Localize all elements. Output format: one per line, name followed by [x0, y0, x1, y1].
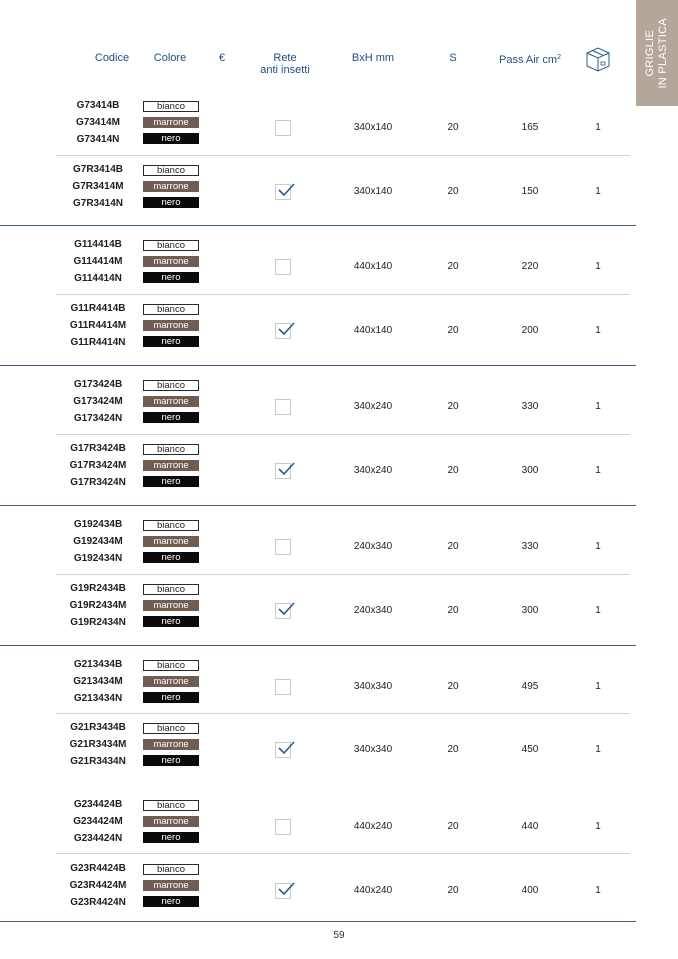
color-swatches	[143, 800, 199, 848]
header-s: S	[449, 52, 457, 64]
swatch-marrone: marrone	[143, 396, 199, 407]
insect-net-checked	[275, 184, 291, 200]
table-row	[0, 236, 630, 300]
swatch-nero: nero	[143, 832, 199, 843]
color-swatches	[143, 864, 199, 912]
product-code: G19R2434B	[70, 583, 126, 594]
s-value: 20	[447, 885, 459, 896]
table-row	[0, 580, 630, 644]
pass-air-value: 440	[521, 821, 539, 832]
section-tab-label	[644, 18, 670, 89]
dimension-value: 340x140	[353, 186, 393, 197]
header-bxh: BxH mm	[351, 52, 395, 64]
row-divider	[56, 155, 630, 156]
swatch-nero: nero	[143, 616, 199, 627]
pass-air-value: 330	[521, 541, 539, 552]
product-codes	[56, 440, 140, 491]
box-icon	[584, 45, 612, 73]
s-value: 20	[447, 605, 459, 616]
product-codes	[56, 161, 140, 212]
package-qty-value: 1	[595, 465, 601, 476]
swatch-marrone: marrone	[143, 460, 199, 471]
table-row	[0, 860, 630, 924]
row-divider	[56, 574, 630, 575]
dimension-value: 340x240	[353, 465, 393, 476]
table-row	[0, 719, 630, 783]
product-code: G23R4424M	[69, 880, 127, 891]
product-code: G73414M	[76, 117, 120, 128]
s-value: 20	[447, 821, 459, 832]
swatch-marrone: marrone	[143, 256, 199, 267]
insect-net-checked	[275, 742, 291, 758]
swatch-marrone: marrone	[143, 320, 199, 331]
s-value: 20	[447, 541, 459, 552]
product-code: G23R4424B	[70, 863, 126, 874]
checkmark-icon	[276, 181, 296, 199]
insect-net-empty	[275, 679, 291, 695]
table-row	[0, 796, 630, 860]
package-qty-value: 1	[595, 401, 601, 412]
header-pass-air-label: Pass Air cm	[499, 54, 558, 66]
swatch-bianco: bianco	[143, 800, 199, 811]
table-row	[0, 300, 630, 364]
swatch-nero: nero	[143, 412, 199, 423]
dimension-value: 440x240	[353, 885, 393, 896]
product-codes	[56, 860, 140, 911]
pass-air-value: 400	[521, 885, 539, 896]
checkmark-icon	[276, 739, 296, 757]
checkmark-icon	[276, 460, 296, 478]
swatch-marrone: marrone	[143, 536, 199, 547]
row-divider	[56, 434, 630, 435]
page-number: 59	[333, 930, 345, 941]
pass-air-value: 495	[521, 681, 539, 692]
insect-net-empty	[275, 539, 291, 555]
product-code: G114414N	[74, 273, 122, 284]
swatch-marrone: marrone	[143, 117, 199, 128]
product-code: G21R3434B	[70, 722, 126, 733]
product-codes	[56, 300, 140, 351]
pass-air-value: 300	[521, 605, 539, 616]
swatch-marrone: marrone	[143, 739, 199, 750]
package-qty-value: 1	[595, 261, 601, 272]
color-swatches	[143, 444, 199, 492]
dimension-value: 340x140	[353, 122, 393, 133]
product-code: G234424N	[73, 833, 123, 844]
product-code: G173424B	[73, 379, 123, 390]
product-code: G7R3414B	[72, 164, 124, 175]
table-row	[0, 516, 630, 580]
insect-net-checked	[275, 883, 291, 899]
swatch-bianco: bianco	[143, 520, 199, 531]
product-code: G192434N	[73, 553, 123, 564]
swatch-nero: nero	[143, 272, 199, 283]
product-code: G7R3414M	[72, 181, 124, 192]
s-value: 20	[447, 325, 459, 336]
product-codes	[56, 719, 140, 770]
package-qty-value: 1	[595, 605, 601, 616]
package-qty-value: 1	[595, 744, 601, 755]
swatch-nero: nero	[143, 197, 199, 208]
section-tab-line2: IN PLASTICA	[657, 17, 669, 89]
product-codes	[56, 97, 140, 148]
dimension-value: 340x340	[353, 681, 393, 692]
package-qty-value: 1	[595, 325, 601, 336]
dimension-value: 340x240	[353, 401, 393, 412]
group-divider	[0, 505, 636, 506]
color-swatches	[143, 723, 199, 771]
section-tab-line1: GRIGLIE	[644, 29, 656, 77]
insect-net-checked	[275, 463, 291, 479]
table-row	[0, 656, 630, 720]
s-value: 20	[447, 186, 459, 197]
pass-air-value: 165	[521, 122, 539, 133]
group-divider	[0, 921, 636, 922]
color-swatches	[143, 584, 199, 632]
product-code: G17R3424M	[69, 460, 127, 471]
product-code: G73414B	[76, 100, 120, 111]
product-code: G17R3424B	[70, 443, 126, 454]
swatch-nero: nero	[143, 755, 199, 766]
product-code: G21R3434M	[69, 739, 127, 750]
swatch-marrone: marrone	[143, 880, 199, 891]
row-divider	[56, 713, 630, 714]
s-value: 20	[447, 401, 459, 412]
swatch-marrone: marrone	[143, 676, 199, 687]
row-divider	[56, 853, 630, 854]
group-divider	[0, 645, 636, 646]
group-divider	[0, 365, 636, 366]
product-code: G173424N	[73, 413, 123, 424]
color-swatches	[143, 101, 199, 149]
table-row	[0, 376, 630, 440]
product-code: G19R2434N	[70, 617, 126, 628]
product-code: G73414N	[76, 134, 120, 145]
product-code: G19R2434M	[69, 600, 127, 611]
swatch-bianco: bianco	[143, 444, 199, 455]
table-row	[0, 161, 630, 225]
package-qty-value: 1	[595, 885, 601, 896]
header-colore: Colore	[153, 52, 187, 64]
product-codes	[56, 516, 140, 567]
swatch-nero: nero	[143, 133, 199, 144]
table-row	[0, 97, 630, 161]
product-code: G11R4414N	[70, 337, 126, 348]
color-swatches	[143, 240, 199, 288]
product-code: G114414M	[73, 256, 123, 267]
swatch-nero: nero	[143, 336, 199, 347]
swatch-marrone: marrone	[143, 181, 199, 192]
swatch-nero: nero	[143, 692, 199, 703]
package-qty-value: 1	[595, 541, 601, 552]
product-code: G17R3424N	[70, 477, 126, 488]
dimension-value: 240x340	[353, 541, 393, 552]
package-qty-value: 1	[595, 186, 601, 197]
table-row	[0, 440, 630, 504]
product-code: G192434B	[73, 519, 123, 530]
product-codes	[56, 376, 140, 427]
pass-air-value: 220	[521, 261, 539, 272]
product-code: G173424M	[73, 396, 123, 407]
insect-net-empty	[275, 120, 291, 136]
s-value: 20	[447, 122, 459, 133]
color-swatches	[143, 520, 199, 568]
product-code: G234424M	[73, 816, 123, 827]
color-swatches	[143, 660, 199, 708]
pass-air-value: 300	[521, 465, 539, 476]
row-divider	[56, 294, 630, 295]
checkmark-icon	[276, 600, 296, 618]
product-codes	[56, 796, 140, 847]
swatch-bianco: bianco	[143, 380, 199, 391]
package-qty-value: 1	[595, 821, 601, 832]
pass-air-value: 330	[521, 401, 539, 412]
pass-air-value: 200	[521, 325, 539, 336]
header-pass-air-unit: 2	[557, 54, 561, 61]
insect-net-empty	[275, 399, 291, 415]
group-divider	[0, 225, 636, 226]
product-code: G7R3414N	[72, 198, 124, 209]
product-code: G11R4414M	[69, 320, 127, 331]
checkmark-icon	[276, 880, 296, 898]
header-rete-line2: anti insetti	[260, 64, 310, 76]
swatch-nero: nero	[143, 896, 199, 907]
product-codes	[56, 236, 140, 287]
color-swatches	[143, 304, 199, 352]
header-pass-air	[490, 52, 570, 66]
swatch-bianco: bianco	[143, 660, 199, 671]
dimension-value: 440x140	[353, 325, 393, 336]
product-code: G21R3434N	[70, 756, 126, 767]
s-value: 20	[447, 261, 459, 272]
insect-net-checked	[275, 603, 291, 619]
swatch-nero: nero	[143, 552, 199, 563]
insect-net-empty	[275, 819, 291, 835]
swatch-bianco: bianco	[143, 723, 199, 734]
dimension-value: 440x140	[353, 261, 393, 272]
swatch-bianco: bianco	[143, 165, 199, 176]
swatch-nero: nero	[143, 476, 199, 487]
swatch-bianco: bianco	[143, 101, 199, 112]
header-codice: Codice	[94, 52, 130, 64]
dimension-value: 440x240	[353, 821, 393, 832]
product-code: G213434B	[73, 659, 123, 670]
product-code: G213434N	[73, 693, 123, 704]
s-value: 20	[447, 465, 459, 476]
color-swatches	[143, 380, 199, 428]
product-code: G23R4424N	[70, 897, 126, 908]
product-codes	[56, 656, 140, 707]
header-euro: €	[218, 52, 226, 64]
s-value: 20	[447, 744, 459, 755]
swatch-marrone: marrone	[143, 600, 199, 611]
header-rete-line1: Rete	[273, 52, 297, 64]
product-code: G234424B	[73, 799, 123, 810]
insect-net-checked	[275, 323, 291, 339]
header-rete	[245, 52, 325, 76]
s-value: 20	[447, 681, 459, 692]
product-codes	[56, 580, 140, 631]
checkmark-icon	[276, 320, 296, 338]
swatch-bianco: bianco	[143, 240, 199, 251]
swatch-bianco: bianco	[143, 304, 199, 315]
dimension-value: 240x340	[353, 605, 393, 616]
swatch-bianco: bianco	[143, 864, 199, 875]
pass-air-value: 150	[521, 186, 539, 197]
package-qty-value: 1	[595, 122, 601, 133]
product-code: G192434M	[73, 536, 123, 547]
package-qty-value: 1	[595, 681, 601, 692]
product-code: G11R4414B	[70, 303, 126, 314]
color-swatches	[143, 165, 199, 213]
product-code: G213434M	[73, 676, 123, 687]
section-tab	[636, 0, 678, 106]
pass-air-value: 450	[521, 744, 539, 755]
swatch-marrone: marrone	[143, 816, 199, 827]
product-code: G114414B	[74, 239, 122, 250]
insect-net-empty	[275, 259, 291, 275]
swatch-bianco: bianco	[143, 584, 199, 595]
dimension-value: 340x340	[353, 744, 393, 755]
